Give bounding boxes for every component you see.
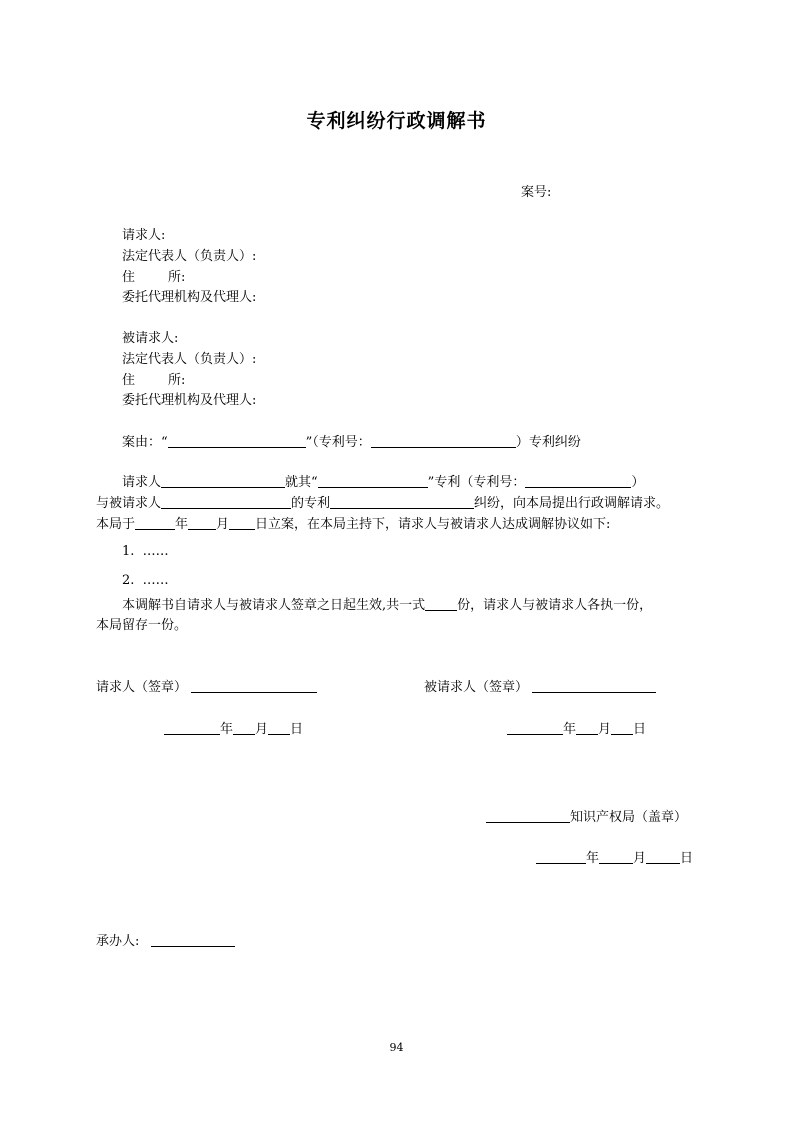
patent-name-blank[interactable] [318,474,428,488]
respondent-signature-line [424,679,656,696]
body-l3-d: 日立案，在本局主持下，请求人与被请求人达成调解协议如下: [255,517,611,532]
requester-signature-blank[interactable] [191,679,317,693]
respondent-address-label: 住 所: [122,373,186,388]
respondent-year-label: 年 [563,722,577,737]
body-l3-b: 年 [175,517,189,532]
respondent-day-blank[interactable] [611,721,633,735]
body-l1-d: ） [631,475,645,490]
respondent-day-label: 日 [633,722,647,737]
respondent-month-blank[interactable] [576,721,598,735]
bureau-seal-line [486,809,687,826]
patent-title-blank[interactable] [168,434,306,448]
requester-blank[interactable] [161,474,285,488]
cause-suffix: ）专利纠纷 [515,435,581,450]
requester-name-label: 请求人: [122,228,166,243]
body-line-3 [96,516,610,533]
requester-address-label: 住 所: [122,270,186,285]
respondent-month-label: 月 [598,722,612,737]
respondent-date-line [507,721,646,738]
requester-day-label: 日 [290,722,304,737]
respondent-signature-blank[interactable] [532,679,656,693]
requester-day-blank[interactable] [268,721,290,735]
respondent-rep-label: 法定代表人（负责人）: [122,352,257,367]
bureau-year-blank[interactable] [536,850,586,864]
body-l4-b: 份，请求人与被请求人各执一份， [457,598,653,613]
filing-month-blank[interactable] [188,516,216,530]
cause-mid: ”（专利号： [305,435,371,450]
body-line-1 [122,474,644,491]
document-title: 专利纠纷行政调解书 [306,110,487,132]
requester-rep-label: 法定代表人（负责人）: [122,249,257,264]
cause-prefix: 案由：“ [122,435,168,450]
agreement-item-2: 2. …… [122,573,169,588]
respondent-name-label: 被请求人: [122,331,179,346]
requester-year-label: 年 [220,722,234,737]
requester-year-blank[interactable] [164,721,220,735]
case-number-label: 案号: [521,185,552,200]
bureau-month-label: 月 [633,851,647,866]
page-number: 94 [389,1041,404,1054]
body-l4-a: 本调解书自请求人与被请求人签章之日起生效,共一式 [122,598,426,613]
body-l2-c: 纠纷，向本局提出行政调解请求。 [474,496,670,511]
cause-line [122,434,581,451]
bureau-name-blank[interactable] [486,809,570,823]
filing-year-blank[interactable] [135,516,175,530]
bureau-date-line [536,850,693,867]
body-l1-c: ”专利（专利号： [427,475,526,490]
body-line-5: 本局留存一份。 [96,618,188,633]
patent-blank[interactable] [330,495,474,509]
requester-date-line [164,721,303,738]
body-l3-c: 月 [216,517,230,532]
respondent-blank[interactable] [161,495,291,509]
patent-number-blank[interactable] [371,434,516,448]
requester-signature-label: 请求人（签章） [96,680,188,695]
requester-month-label: 月 [255,722,269,737]
handler-blank[interactable] [151,933,235,947]
handler-line [96,933,235,950]
respondent-year-blank[interactable] [507,721,563,735]
body-line-4 [122,597,652,614]
filing-day-blank[interactable] [229,516,255,530]
bureau-year-label: 年 [586,851,600,866]
body-l2-a: 与被请求人 [96,496,162,511]
bureau-month-blank[interactable] [599,850,633,864]
requester-agent-label: 委托代理机构及代理人: [122,290,257,305]
body-l2-b: 的专利 [291,496,331,511]
body-l1-b: 就其“ [285,475,318,490]
respondent-signature-label: 被请求人（签章） [424,680,529,695]
patent-no-blank[interactable] [525,474,631,488]
handler-label: 承办人: [96,934,140,949]
bureau-day-label: 日 [680,851,694,866]
body-line-2 [96,495,669,512]
requester-signature-line [96,679,317,696]
bureau-seal-label: 知识产权局（盖章） [570,810,688,825]
body-l3-a: 本局于 [96,517,136,532]
requester-month-blank[interactable] [233,721,255,735]
respondent-agent-label: 委托代理机构及代理人: [122,393,257,408]
bureau-day-blank[interactable] [646,850,680,864]
body-l1-a: 请求人 [122,475,162,490]
agreement-item-1: 1. …… [122,544,169,559]
copies-blank[interactable] [425,597,457,611]
